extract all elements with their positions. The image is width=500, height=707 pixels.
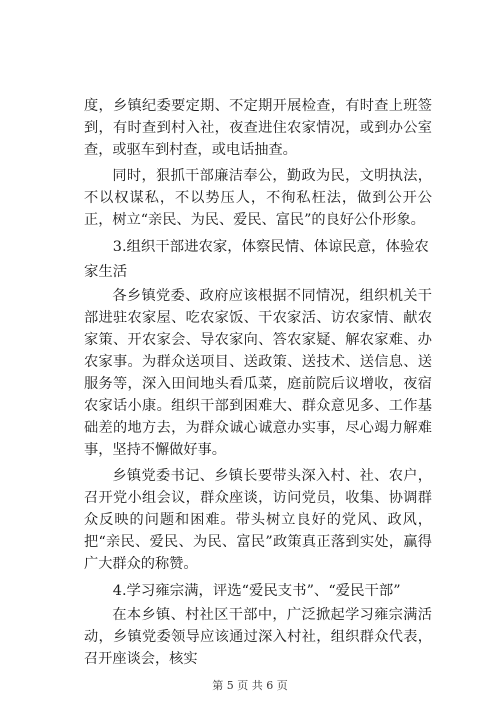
section-heading-3: 3.组织干部进农家，体察民情、体谅民意，体验农家生活 xyxy=(84,239,429,280)
paragraph-learning-campaign: 在本乡镇、村社区干部中，广泛掀起学习雍宗满活动，乡镇党委领导应该通过深入村社，组织群众代表，召开座谈会，核实 xyxy=(84,607,432,667)
paragraph-continuation: 度，乡镇纪委要定期、不定期开展检查，有时查上班签到，有时查到村入社，夜查进住农家情况，或到办公室查，或驱车到村查，或电话抽查。 xyxy=(84,98,432,158)
paragraph-integrity: 同时，狠抓干部廉洁奉公，勤政为民，文明执法，不以权谋私，不以势压人，不徇私枉法，做到公开公正，树立“亲民、为民、爱民、富民”的良好公仆形象。 xyxy=(84,168,432,228)
paragraph-village-visits: 各乡镇党委、政府应该根据不同情况，组织机关干部进驻农家屋、吃农家饭、干农家活、访农家情、献农家策、开农家会、导农家向、答农家疑、解农家难、办农家事。为群众送项目、送政策、送技术、送信息、送服务等，深入田间地头看瓜菜，庭前院后议增收，夜宿农家话小康。组织干部到困难大、群众意见多、工作基础差的地方去，为群众诚心诚意办实事，尽心竭力解难事，坚持不懈做好事。 xyxy=(84,288,432,458)
section-heading-4: 4.学习雍宗满，评选“爱民支书”、“爱民干部” xyxy=(112,583,401,599)
document-body xyxy=(84,95,432,670)
paragraph-leadership: 乡镇党委书记、乡镇长要带头深入村、社、农户，召开党小组会议，群众座谈，访问党员，收集、协调群众反映的问题和困难。带头树立良好的党风、政风，把“亲民、爱民、为民、富民”政策真正落到实处，赢得广大群众的称赞。 xyxy=(84,468,432,572)
page-number-footer: 第 5 页 共 6 页 xyxy=(212,679,288,692)
